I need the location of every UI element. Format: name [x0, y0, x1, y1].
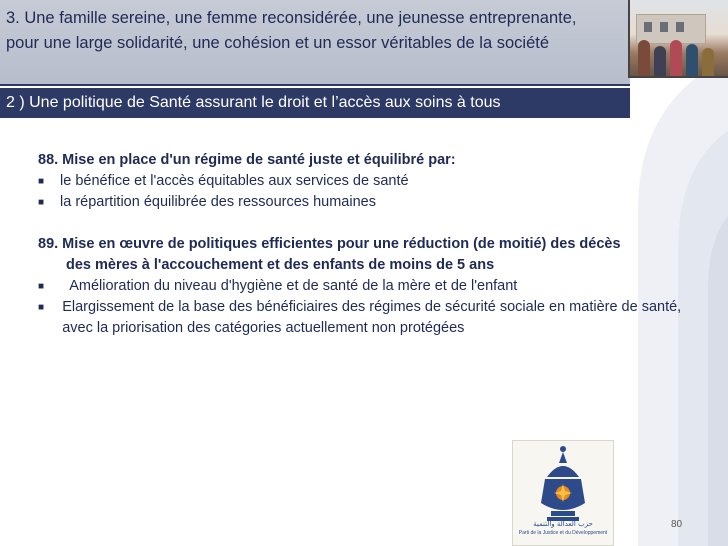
- photo-window: [676, 22, 684, 32]
- photo-window: [644, 22, 652, 32]
- bullet-text: le bénéfice et l'accès équitables aux services de santé: [60, 173, 409, 189]
- photo-person: [638, 40, 650, 76]
- section-89-title-text: 89. Mise en œuvre de politiques efficientes pour une réduction (de moitié) des décès: [38, 236, 621, 252]
- bullet-square-icon: ■: [38, 176, 45, 187]
- section-spacer: [38, 213, 698, 234]
- section-88-title-text: 88. Mise en place d'un régime de santé juste et équilibré par:: [38, 152, 456, 168]
- bullet-text: Elargissement de la base des bénéficiaires des régimes de sécurité sociale en matière de santé, avec la priorisation des catégories actuellement non protégées: [62, 299, 682, 336]
- photo-person: [686, 44, 698, 76]
- page-number: 80: [671, 519, 683, 530]
- section-subheader: 2 ) Une politique de Santé assurant le droit et l’accès aux soins à tous: [0, 88, 630, 118]
- section-89-title-continuation: des mères à l'accouchement et des enfants de moins de 5 ans: [66, 257, 495, 273]
- logo-arabic-name: حزب العدالة والتنمية: [533, 520, 593, 528]
- section-89-title: [38, 234, 698, 276]
- slide-content: [38, 150, 698, 339]
- bullet-text: la répartition équilibrée des ressources humaines: [60, 194, 376, 210]
- list-item: [38, 171, 698, 192]
- bullet-text: Amélioration du niveau d'hygiène et de santé de la mère et de l'enfant: [66, 278, 518, 294]
- photo-person: [702, 48, 714, 76]
- bullet-square-icon: ■: [38, 281, 45, 292]
- slide-header: [0, 0, 630, 86]
- photo-person: [670, 40, 682, 76]
- list-item: [38, 192, 698, 213]
- header-title: 3. Une famille sereine, une femme reconsidérée, une jeunesse entreprenante, pour une large solidarité, une cohésion et un essor véritables de la société: [6, 9, 577, 52]
- list-item: [38, 276, 698, 297]
- photo-window: [660, 22, 668, 32]
- header-photo: [628, 0, 728, 78]
- list-item: [38, 297, 698, 339]
- photo-person: [654, 46, 666, 76]
- bullet-square-icon: ■: [38, 197, 45, 208]
- section-88-title: [38, 150, 698, 171]
- logo-latin-name: Parti de la Justice et du Développement: [518, 530, 608, 536]
- bullet-square-icon: ■: [38, 302, 45, 313]
